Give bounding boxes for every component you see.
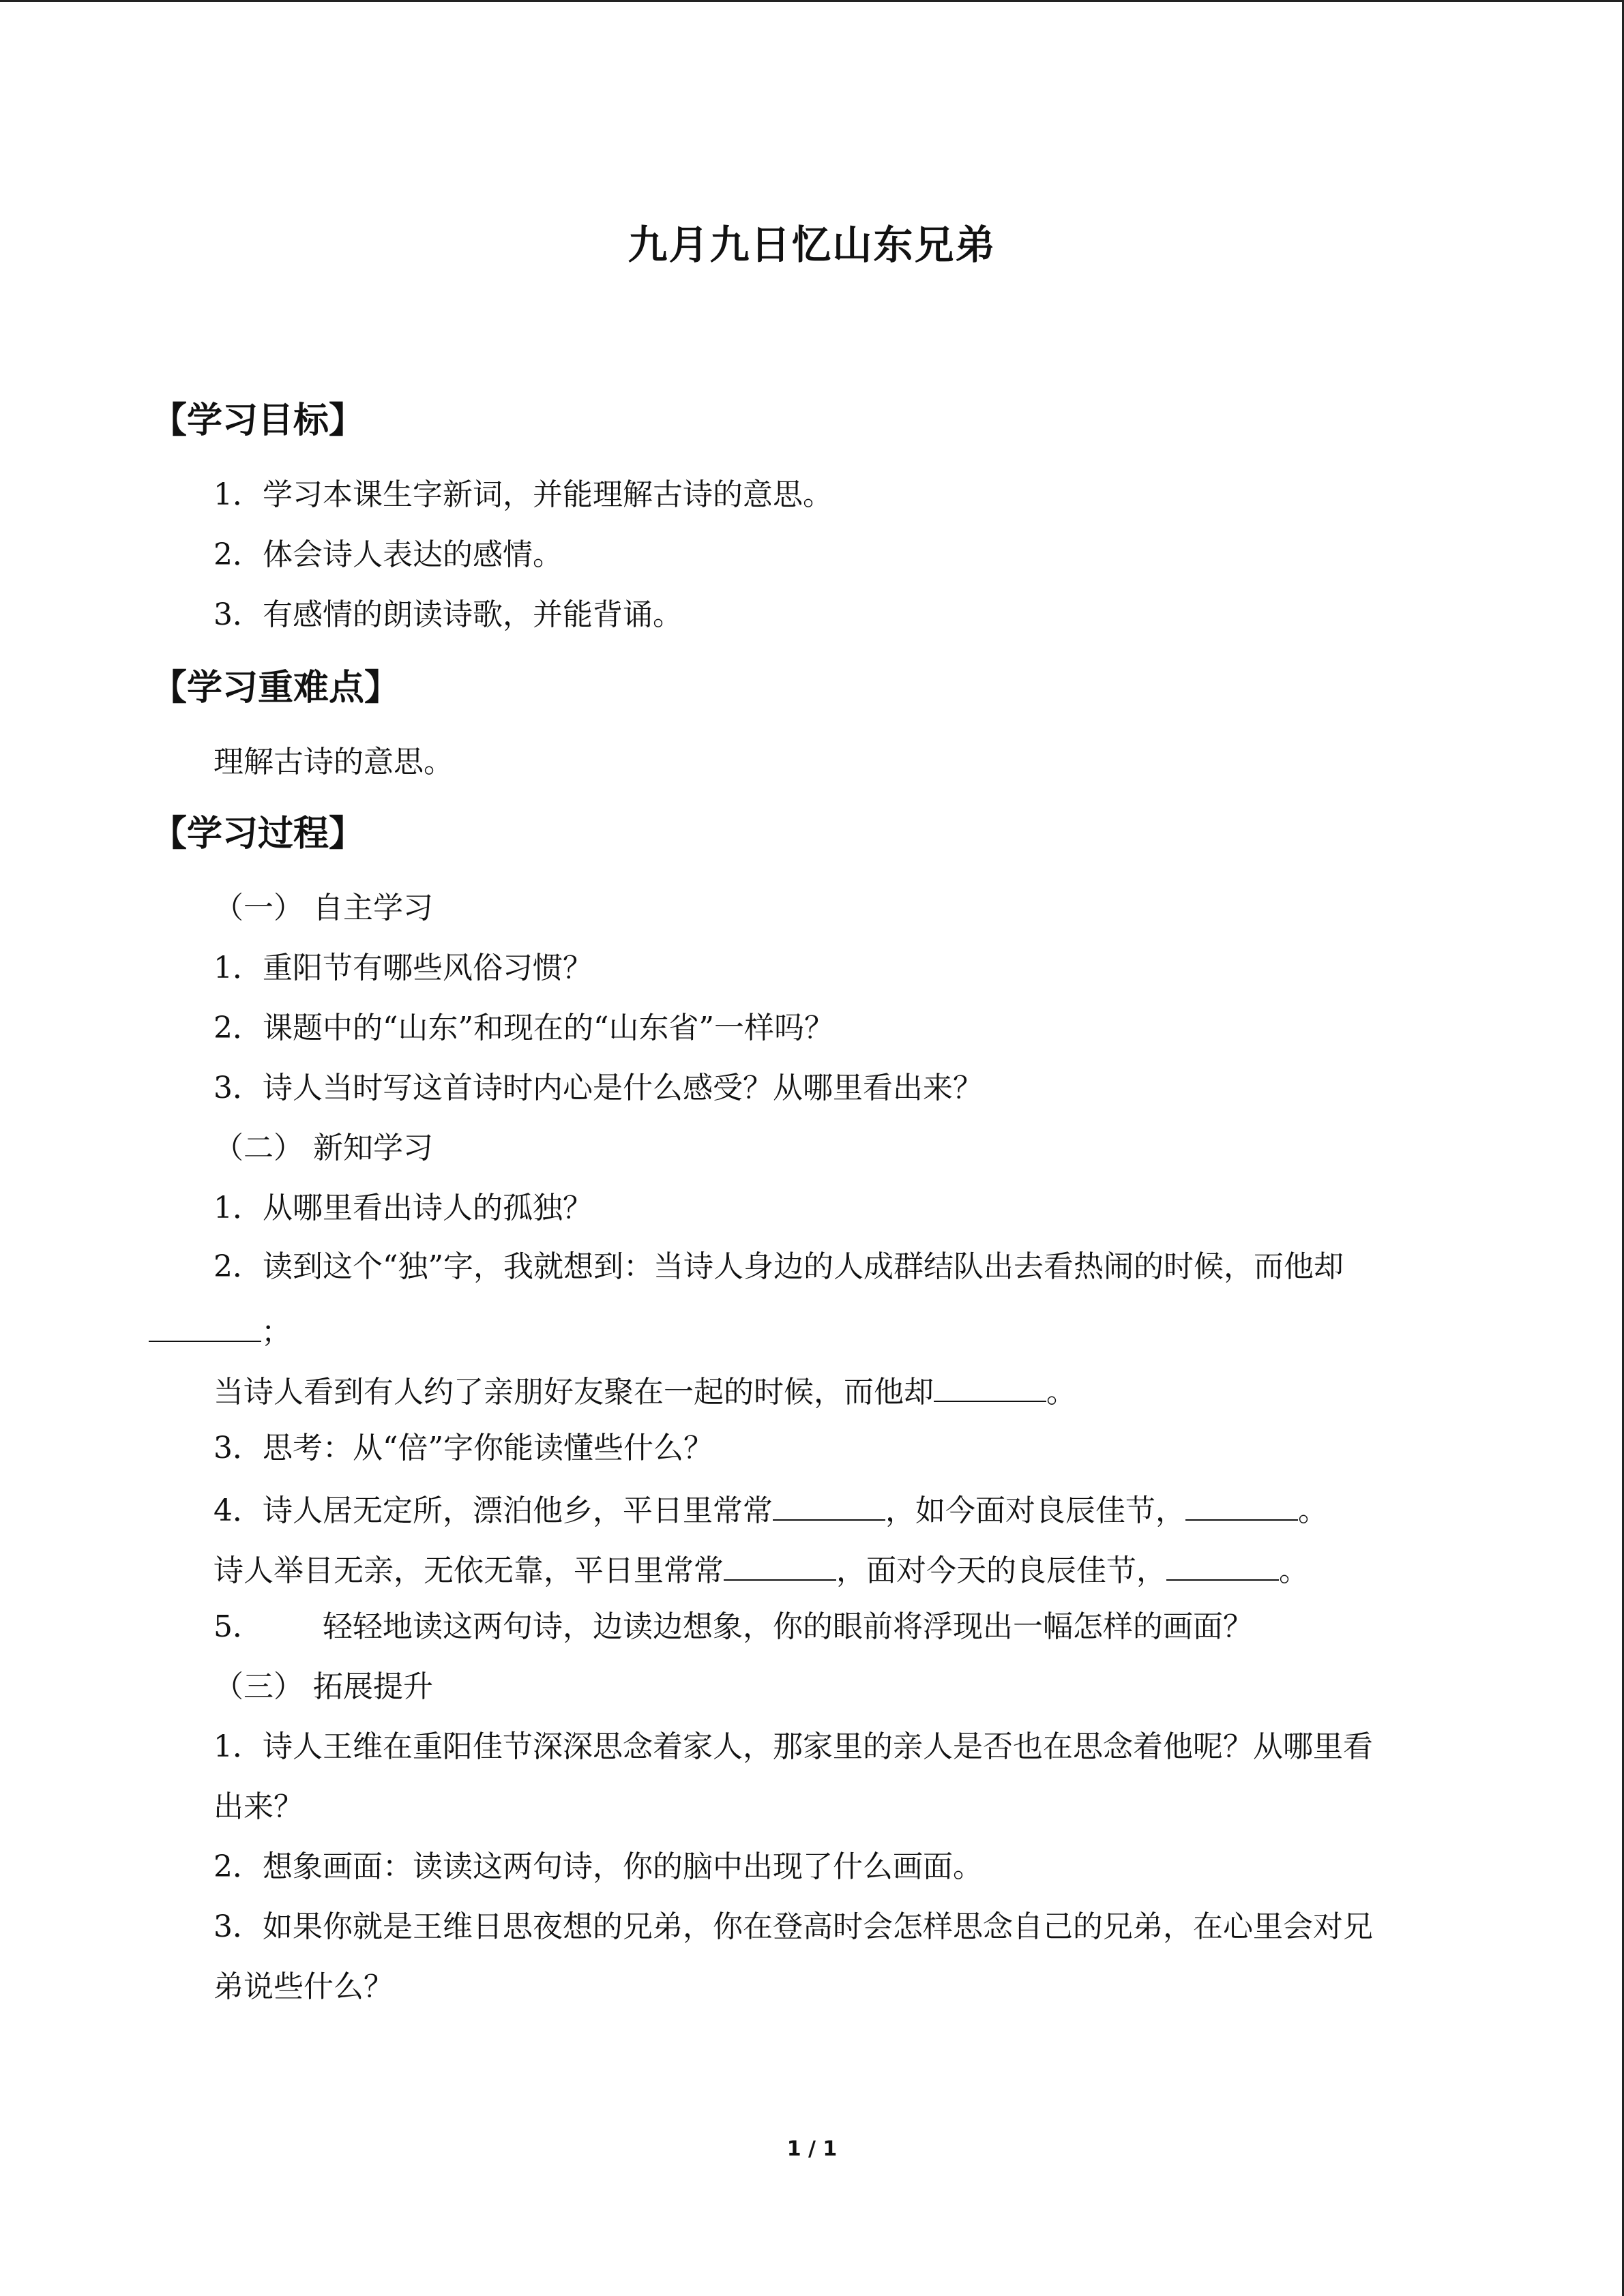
part3-q1-line1: 1．诗人王维在重阳佳节深深思念着家人，那家里的亲人是否也在思念着他呢？从哪里看 bbox=[213, 1729, 1373, 1764]
goals-heading: 【学习目标】 bbox=[151, 400, 365, 441]
part2-q4-line2-c: 。 bbox=[1279, 1553, 1309, 1588]
key-points-heading: 【学习重难点】 bbox=[151, 668, 400, 709]
part2-q4-line1-a: 4．诗人居无定所，漂泊他乡，平日里常常 bbox=[213, 1493, 773, 1528]
goal-item-2: 2．体会诗人表达的感情。 bbox=[213, 537, 563, 572]
part3-label: （三） 拓展提升 bbox=[213, 1669, 433, 1704]
part1-item-1: 1．重阳节有哪些风俗习惯？ bbox=[213, 951, 593, 985]
part2-label: （二） 新知学习 bbox=[213, 1131, 433, 1165]
part2-q4-line2-a: 诗人举目无亲，无依无靠，平日里常常 bbox=[213, 1553, 724, 1588]
fill-in-blank[interactable] bbox=[1185, 1492, 1298, 1521]
fill-in-blank[interactable] bbox=[149, 1313, 261, 1342]
fill-in-blank[interactable] bbox=[724, 1552, 836, 1581]
part2-q4-line1 bbox=[213, 1492, 1328, 1526]
part3-q3-line2: 弟说些什么？ bbox=[213, 1969, 394, 2004]
part2-q1: 1．从哪里看出诗人的孤独？ bbox=[213, 1191, 593, 1225]
page-number: 1 / 1 bbox=[786, 2137, 838, 2161]
part3-q2: 2．想象画面：读读这两句诗，你的脑中出现了什么画面。 bbox=[213, 1849, 983, 1884]
goal-item-1: 1．学习本课生字新词，并能理解古诗的意思。 bbox=[213, 477, 833, 512]
part2-q2-line2-end: ； bbox=[261, 1315, 291, 1350]
part2-q4-line2 bbox=[213, 1552, 1309, 1586]
part2-q4-line1-b: ，如今面对良辰佳节， bbox=[885, 1493, 1185, 1528]
part2-q2-line2 bbox=[149, 1313, 291, 1350]
document-title: 九月九日忆山东兄弟 bbox=[628, 222, 996, 268]
page-top-border bbox=[0, 0, 1624, 2]
part1-item-3: 3．诗人当时写这首诗时内心是什么感受？从哪里看出来？ bbox=[213, 1071, 983, 1105]
part2-q2-line3-start: 当诗人看到有人约了亲朋好友聚在一起的时候，而他却 bbox=[213, 1375, 934, 1410]
part2-q3: 3．思考：从“倍”字你能读懂些什么？ bbox=[213, 1431, 713, 1465]
part3-q1-line2: 出来？ bbox=[213, 1789, 304, 1824]
part1-item-2: 2．课题中的“山东”和现在的“山东省”一样吗？ bbox=[213, 1011, 834, 1045]
fill-in-blank[interactable] bbox=[1166, 1552, 1279, 1581]
part3-q3-line1: 3．如果你就是王维日思夜想的兄弟，你在登高时会怎样思念自己的兄弟，在心里会对兄 bbox=[213, 1909, 1373, 1944]
part2-q2-line3-end: 。 bbox=[1046, 1375, 1076, 1410]
part2-q4-line2-b: ，面对今天的良辰佳节， bbox=[836, 1553, 1166, 1588]
part2-q2-line1: 2．读到这个“独”字，我就想到：当诗人身边的人成群结队出去看热闹的时候，而他却 bbox=[213, 1249, 1344, 1284]
key-points-text: 理解古诗的意思。 bbox=[213, 745, 454, 779]
part1-label: （一） 自主学习 bbox=[213, 891, 433, 925]
goal-item-3: 3．有感情的朗读诗歌，并能背诵。 bbox=[213, 597, 683, 632]
part2-q4-line1-c: 。 bbox=[1298, 1493, 1328, 1528]
process-heading: 【学习过程】 bbox=[151, 814, 365, 854]
part2-q5 bbox=[213, 1609, 1253, 1644]
part2-q5-num: 5． bbox=[213, 1609, 263, 1644]
fill-in-blank[interactable] bbox=[934, 1373, 1046, 1402]
fill-in-blank[interactable] bbox=[773, 1492, 885, 1521]
part2-q2-line3 bbox=[213, 1373, 1076, 1410]
part2-q5-text: 轻轻地读这两句诗，边读边想象，你的眼前将浮现出一幅怎样的画面？ bbox=[323, 1609, 1253, 1644]
